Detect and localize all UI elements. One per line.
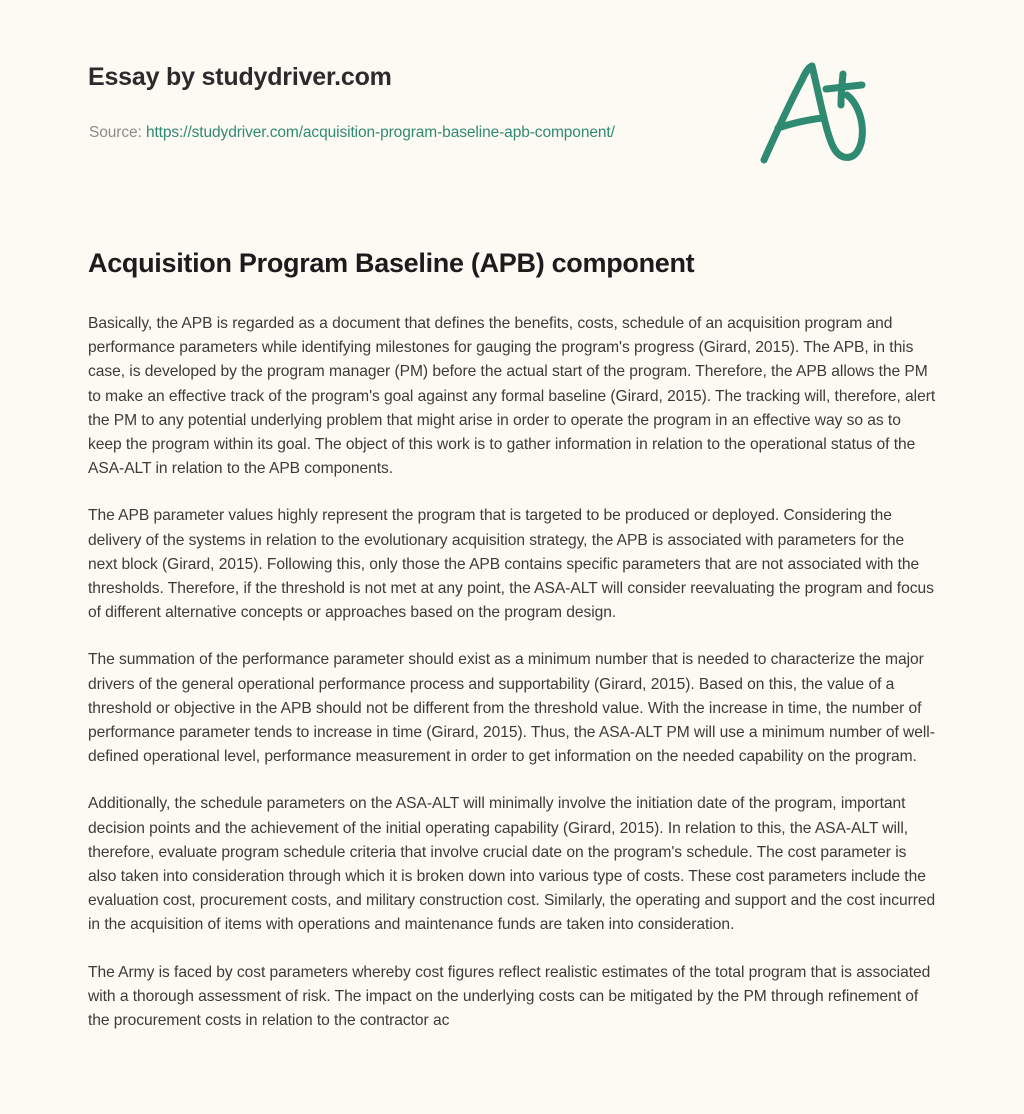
page-title: Acquisition Program Baseline (APB) component: [88, 248, 695, 278]
paragraph: Basically, the APB is regarded as a document that defines the benefits, costs, schedule of an acquisition program and performance parameters while identifying milestones for gauging the program's progress (Girard, 2015). The APB, in this case, is developed by the program manager (PM) before the actual start of the program. Therefore, the APB allows the PM to make an effective track of the program's goal against any formal baseline (Girard, 2015). The tracking will, therefore, alert the PM to any potential underlying problem that might arise in order to operate the program in an effective way so as to keep the program within its goal. The object of this work is to gather information in relation to the operational status of the ASA-ALT in relation to the APB components.: [88, 315, 936, 478]
a-plus-logo-icon: [752, 58, 876, 170]
source-line: [89, 124, 615, 142]
paragraph: The Army is faced by cost parameters whereby cost figures reflect realistic estimates of the total program that is associated with a thorough assessment of risk. The impact on the underlying costs can be mitigated by the PM through refinement of the procurement costs in relation to the contractor ac: [88, 963, 931, 1030]
paragraph: Additionally, the schedule parameters on the ASA-ALT will minimally involve the initiation date of the program, important decision points and the achievement of the initial operating capability (Girard, 2015). In relation to this, the ASA-ALT will, therefore, evaluate program schedule criteria that involve crucial date on the program's schedule. The cost parameter is also taken into consideration through which it is broken down into various type of costs. These cost parameters include the evaluation cost, procurement costs, and military construction cost. Similarly, the operating and support and the cost incurred in the acquisition of items with operations and maintenance funds are taken into consideration.: [88, 795, 936, 934]
document-header: [88, 0, 936, 200]
source-url-link[interactable]: https://studydriver.com/acquisition-program-baseline-apb-component/: [145, 124, 615, 141]
source-label: Source:: [89, 124, 142, 141]
paragraph: The APB parameter values highly represent the program that is targeted to be produced or deployed. Considering the delivery of the systems in relation to the evolutionary acquisition strategy, the APB is associated with parameters for the next block (Girard, 2015). Following this, only those the APB contains specific parameters that are not associated with the thresholds. Therefore, if the threshold is not met at any point, the ASA-ALT will consider reevaluating the program and focus of different alternative concepts or approaches based on the program design.: [88, 507, 934, 622]
article-body: [88, 312, 936, 1033]
brand-title: Essay by studydriver.com: [88, 63, 392, 91]
paragraph: The summation of the performance parameter should exist as a minimum number that is needed to characterize the major drivers of the general operational performance process and supportability (Girard, 2015). Based on this, the value of a threshold or objective in the APB should not be different from the threshold value. With the increase in time, the number of performance parameter tends to increase in time (Girard, 2015). Thus, the ASA-ALT PM will use a minimum number of well-defined operational level, performance measurement in order to get information on the needed capability on the program.: [88, 651, 935, 766]
